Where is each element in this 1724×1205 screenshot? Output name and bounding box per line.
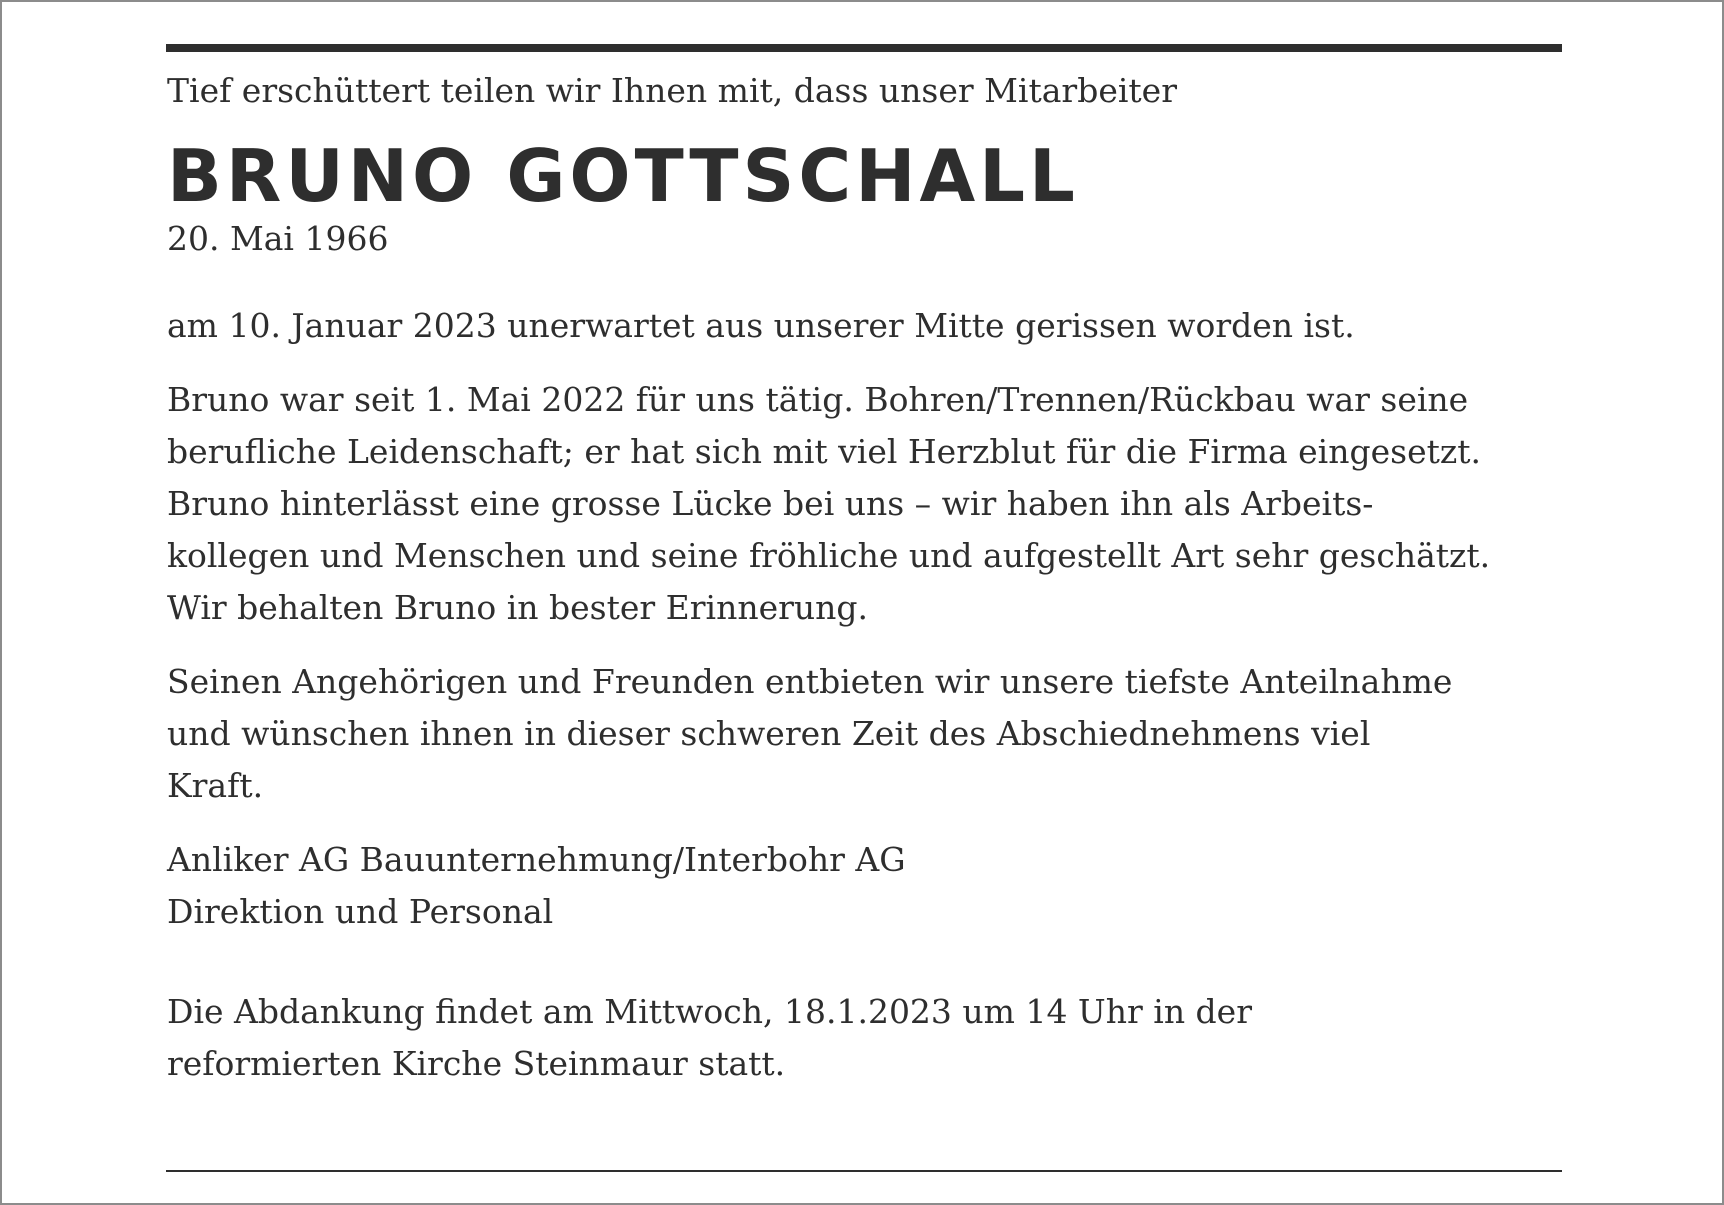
death-statement: am 10. Januar 2023 unerwartet aus unserer Mitte gerissen worden ist. xyxy=(167,306,1355,345)
signature-block xyxy=(167,834,1567,938)
deceased-name: BRUNO GOTTSCHALL xyxy=(167,134,1079,218)
condolence-line: Kraft. xyxy=(167,766,264,805)
top-divider xyxy=(166,44,1562,52)
condolence-line: Seinen Angehörigen und Freunden entbieten wir unsere tiefste Anteilnahme xyxy=(167,662,1453,701)
condolence-line: und wünschen ihnen in dieser schweren Zeit des Abschiednehmens viel xyxy=(167,714,1371,753)
service-line: reformierten Kirche Steinmaur statt. xyxy=(167,1044,786,1083)
birth-date: 20. Mai 1966 xyxy=(167,219,389,258)
signature-department: Direktion und Personal xyxy=(167,892,554,931)
tribute-paragraph xyxy=(167,374,1567,634)
intro-text: Tief erschüttert teilen wir Ihnen mit, dass unser Mitarbeiter xyxy=(167,71,1177,110)
funeral-service-info xyxy=(167,986,1567,1090)
service-line: Die Abdankung findet am Mittwoch, 18.1.2023 um 14 Uhr in der xyxy=(167,992,1252,1031)
signature-company: Anliker AG Bauunternehmung/Interbohr AG xyxy=(167,840,906,879)
tribute-line: Wir behalten Bruno in bester Erinnerung. xyxy=(167,588,869,627)
tribute-line: Bruno war seit 1. Mai 2022 für uns tätig. Bohren/Trennen/Rückbau war seine xyxy=(167,380,1469,419)
tribute-line: Bruno hinterlässt eine grosse Lücke bei uns – wir haben ihn als Arbeits- xyxy=(167,484,1374,523)
bottom-divider xyxy=(166,1170,1562,1172)
condolence-paragraph xyxy=(167,656,1567,812)
notice-content xyxy=(167,66,1567,1090)
tribute-line: berufliche Leidenschaft; er hat sich mit viel Herzblut für die Firma eingesetzt. xyxy=(167,432,1482,471)
tribute-line: kollegen und Menschen und seine fröhliche und aufgestellt Art sehr geschätzt. xyxy=(167,536,1491,575)
